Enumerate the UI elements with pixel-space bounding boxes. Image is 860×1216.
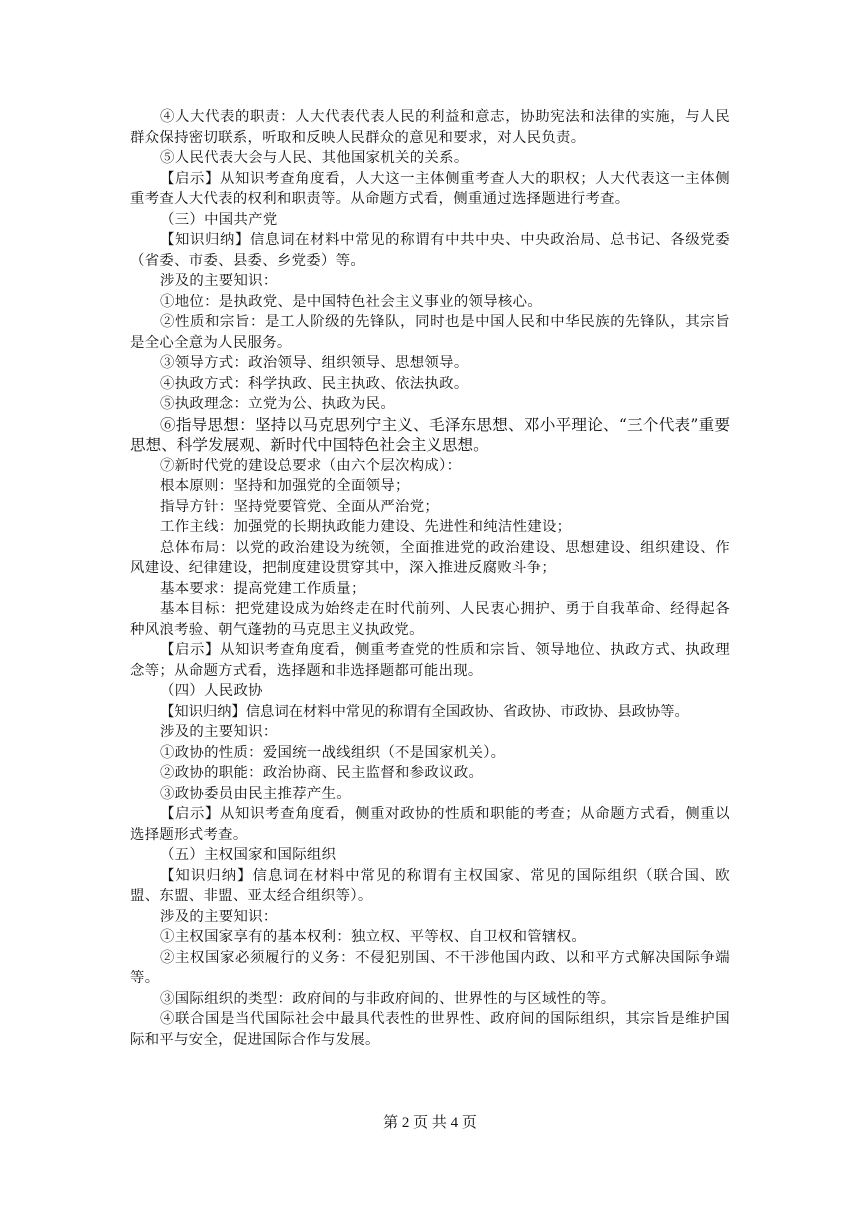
paragraph: 【知识归纳】信息词在材料中常见的称谓有中共中央、中央政治局、总书记、各级党委（省委、市委、县委、乡党委）等。 <box>130 232 730 269</box>
paragraph: 工作主线：加强党的长期执政能力建设、先进性和纯洁性建设； <box>160 519 572 535</box>
paragraph: 根本原则：坚持和加强党的全面领导； <box>160 478 410 494</box>
paragraph: ②主权国家必须履行的义务：不侵犯别国、不干涉他国内政、以和平方式解决国际争端等。 <box>130 949 730 986</box>
paragraph: 基本要求：提高党建工作质量； <box>160 580 366 597</box>
paragraph: 【启示】从知识考查角度看，人大这一主体侧重考查人大的职权；人大代表这一主体侧重考查人大代表的权利和职责等。从命题方式看，侧重通过选择题进行考查。 <box>130 170 730 207</box>
paragraph: ⑦新时代党的建设总要求（由六个层次构成）： <box>160 457 462 474</box>
paragraph: 涉及的主要知识： <box>160 273 278 289</box>
paragraph: ③领导方式：政治领导、组织领导、思想领导。 <box>160 355 469 371</box>
paragraph: 涉及的主要知识： <box>160 908 278 925</box>
paragraph: ⑥指导思想：坚持以马克思列宁主义、毛泽东思想、邓小平理论、“三个代表”重要思想、科学发展观、新时代中国特色社会主义思想。 <box>130 415 730 454</box>
paragraph: 指导方针：坚持党要管党、全面从严治党； <box>160 498 440 515</box>
section-heading: （五）主权国家和国际组织 <box>160 847 337 863</box>
paragraph: ②性质和宗旨：是工人阶级的先锋队，同时也是中国人民和中华民族的先锋队，其宗旨是全心全意为人民服务。 <box>130 314 730 351</box>
paragraph: ③国际组织的类型：政府间的与非政府间的、世界性的与区域性的等。 <box>160 990 616 1007</box>
section-heading: （三）中国共产党 <box>160 211 278 228</box>
paragraph: ④联合国是当代国际社会中最具代表性的世界性、政府间的国际组织，其宗旨是维护国际和平与安全，促进国际合作与发展。 <box>130 1011 730 1048</box>
paragraph: 基本目标：把党建设成为始终走在时代前列、人民衷心拥护、勇于自我革命、经得起各种风浪考验、朝气蓬勃的马克思主义执政党。 <box>130 601 730 638</box>
paragraph: 【知识归纳】信息词在材料中常见的称谓有全国政协、省政协、市政协、县政协等。 <box>160 703 689 720</box>
paragraph: ④执政方式：科学执政、民主执政、依法执政。 <box>160 375 469 392</box>
paragraph: ⑤执政理念：立党为公、执政为民。 <box>160 396 396 412</box>
paragraph: ③政协委员由民主推荐产生。 <box>160 785 351 802</box>
paragraph: 【知识归纳】信息词在材料中常见的称谓有主权国家、常见的国际组织（联合国、欧盟、东盟、非盟、亚太经合组织等）。 <box>130 867 730 904</box>
paragraph: ①主权国家享有的基本权利：独立权、平等权、自卫权和管辖权。 <box>160 929 587 945</box>
paragraph: ②政协的职能：政治协商、民主监督和参政议政。 <box>160 765 484 781</box>
document-body <box>130 107 730 1050</box>
page-footer: 第 2 页 共 4 页 <box>383 1115 477 1131</box>
paragraph: 总体布局：以党的政治建设为统领，全面推进党的政治建设、思想建设、组织建设、作风建设、纪律建设，把制度建设贯穿其中，深入推进反腐败斗争； <box>130 539 730 576</box>
section-heading: （四）人民政协 <box>160 683 263 699</box>
paragraph: 涉及的主要知识： <box>160 724 278 740</box>
paragraph: 【启示】从知识考查角度看，侧重对政协的性质和职能的考查；从命题方式看，侧重以选择题形式考查。 <box>130 806 730 843</box>
paragraph: 【启示】从知识考查角度看，侧重考查党的性质和宗旨、领导地位、执政方式、执政理念等；从命题方式看，选择题和非选择题都可能出现。 <box>130 642 730 679</box>
paragraph: ①地位：是执政党、是中国特色社会主义事业的领导核心。 <box>160 293 542 310</box>
paragraph: ①政协的性质：爱国统一战线组织（不是国家机关）。 <box>160 744 506 761</box>
paragraph: ④人大代表的职责：人大代表代表人民的利益和意志，协助宪法和法律的实施，与人民群众保持密切联系，听取和反映人民群众的意见和要求，对人民负责。 <box>130 109 730 146</box>
paragraph: ⑤人民代表大会与人民、其他国家机关的关系。 <box>160 150 469 166</box>
